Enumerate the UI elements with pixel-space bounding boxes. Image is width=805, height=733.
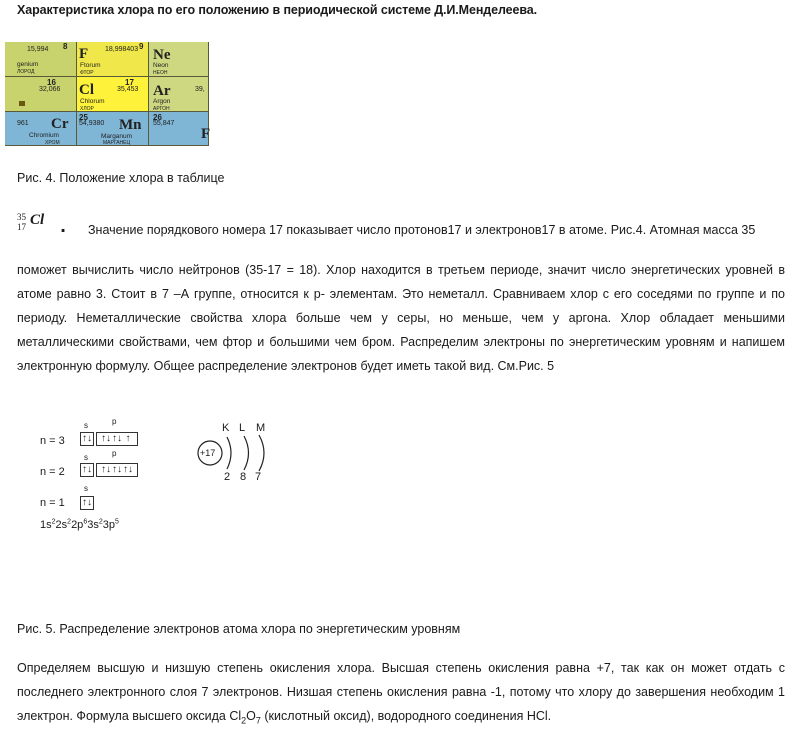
pt-name-ru: ЛОРОД xyxy=(17,69,35,75)
s-orbital-box xyxy=(80,463,94,477)
pt-number: 17 xyxy=(125,78,134,87)
config-term: $2s^2$ xyxy=(55,518,72,531)
pt-number: 25 xyxy=(79,113,88,122)
shell-count-k: 2 xyxy=(224,471,231,483)
electron-shell-diagram xyxy=(195,420,275,490)
pt-name-ru: ХЛОР xyxy=(80,106,94,112)
pt-symbol: Ne xyxy=(153,47,171,63)
shell-arc-l xyxy=(244,436,249,470)
electron-single: ↑ xyxy=(125,433,131,444)
shell-label-l: L xyxy=(239,422,246,434)
pt-name-ru: НЕОН xyxy=(153,70,168,76)
pt-symbol-fragment xyxy=(19,101,25,106)
electron-configuration xyxy=(40,518,119,531)
shell-count-m: 7 xyxy=(255,471,262,483)
element-symbol: Cl xyxy=(30,212,45,228)
shell-label-k: K xyxy=(222,422,230,434)
pt-symbol: Cl xyxy=(79,82,94,98)
paragraph-1-first-line xyxy=(88,218,785,242)
pt-mass: 18,998403 xyxy=(105,46,139,53)
s-orbital-box xyxy=(80,432,94,446)
pt-mass: 55,847 xyxy=(153,120,175,127)
pt-cell-fluorine xyxy=(77,42,149,77)
nucleus-charge: +17 xyxy=(200,448,216,458)
pt-name-ru: МАРГАНЕЦ xyxy=(103,140,131,146)
shell-arc-m xyxy=(259,435,264,471)
pt-mass: 39, xyxy=(195,86,205,93)
pt-name: Argon xyxy=(153,98,171,105)
paragraph-1 xyxy=(17,258,785,378)
pt-mass: 15,994 xyxy=(27,46,49,53)
pt-number: 8 xyxy=(63,42,68,51)
paragraph-text: Значение порядкового номера 17 показывает число протонов17 и электронов17 в атоме. Рис.4. Атомная масса 35 xyxy=(88,223,756,237)
paragraph-text: Определяем высшую и низшую степень окисления хлора. Высшая степень окисления равна +7, так как он может отдать с последнего электронного слоя 7 электронов. Низшая степень окисления равна -1, потому что хлору до завершения необходим 1 электрон. Формула высшего оксида $Cl_2O_7$ (кислотный оксид), водородного соединения HCl. xyxy=(17,661,785,726)
pt-cell-manganese xyxy=(77,112,149,146)
level-label: n = 3 xyxy=(40,435,65,447)
paragraph-text: поможет вычислить число нейтронов (35-17 = 18). Хлор находится в третьем периоде, значит число энергетических уровней в атоме равно 3. Стоит в 7 –А группе, относится к р- элементам. Это неметалл. Сравниваем хлор с его соседями по группе и по периоду. Неметаллические свойства хлора больше чем у серы, но меньше, чем у аргона. Хлор обладает меньшими металлическими свойствами, чем фтор и большими чем бром. Распределим электроны по энергетическим уровням и напишем электронную формулу. Общее распределение электронов будет иметь такой вид. См.Рис. 5 xyxy=(17,263,785,373)
pt-name: Chlorum xyxy=(80,98,105,105)
figure-5-caption: Рис. 5. Распределение электронов атома хлора по энергетическим уровням xyxy=(17,622,461,636)
p-orbital-box xyxy=(96,432,138,446)
electron-pair: ↑↓ xyxy=(112,464,122,475)
level-label: n = 2 xyxy=(40,466,65,478)
periodic-table-fragment xyxy=(17,42,211,146)
pt-name: Marganum xyxy=(101,133,133,140)
electron-pair: ↑↓ xyxy=(101,433,111,444)
atomic-number: 17 xyxy=(17,222,26,232)
pt-cell-sulfur xyxy=(5,77,77,112)
s-sublevel-label: s xyxy=(84,453,88,462)
paragraph-2 xyxy=(17,656,785,733)
pt-number: 16 xyxy=(47,78,56,87)
p-sublevel-label: p xyxy=(112,449,117,458)
pt-name: genium xyxy=(17,61,39,68)
s-sublevel-label: s xyxy=(84,421,88,430)
orbital-diagram xyxy=(20,410,180,540)
pt-name: Ftorum xyxy=(80,62,101,69)
level-label: n = 1 xyxy=(40,497,65,509)
pt-cell-neon xyxy=(149,42,209,77)
electron-pair: ↑↓ xyxy=(123,464,133,475)
pt-number: 26 xyxy=(153,113,162,122)
pt-symbol: Mn xyxy=(119,117,142,133)
pt-cell-iron xyxy=(149,112,209,146)
electron-pair: ↑↓ xyxy=(82,433,92,444)
pt-mass: 32,066 xyxy=(39,86,61,93)
pt-number: 9 xyxy=(139,42,144,51)
p-orbital-box xyxy=(96,463,138,477)
shell-arc-k xyxy=(227,437,231,469)
pt-cell-argon xyxy=(149,77,209,112)
pt-name-ru: АРГОН xyxy=(153,106,170,112)
config-term: $3p^5$ xyxy=(102,518,119,531)
s-sublevel-label: s xyxy=(84,484,88,493)
pt-symbol: F xyxy=(201,126,211,142)
pt-cell-chlorine xyxy=(77,77,149,112)
pt-symbol: F xyxy=(79,46,89,62)
shell-label-m: M xyxy=(256,422,266,434)
electron-pair: ↑↓ xyxy=(82,464,92,475)
pt-cell-oxygen xyxy=(5,42,77,77)
mass-number: 35 xyxy=(17,212,26,222)
electron-pair: ↑↓ xyxy=(112,433,122,444)
config-term: $3s^2$ xyxy=(87,518,103,531)
pt-mass: 54,9380 xyxy=(79,120,105,127)
pt-cell-chromium xyxy=(5,112,77,146)
config-term: $2p^6$ xyxy=(71,518,88,531)
config-term: $1s^2$ xyxy=(40,518,56,531)
pt-symbol: Cr xyxy=(51,116,69,132)
electron-pair: ↑↓ xyxy=(101,464,111,475)
shell-count-l: 8 xyxy=(240,471,247,483)
nuclide-period: . xyxy=(60,217,67,236)
figure-4-caption: Рис. 4. Положение хлора в таблице xyxy=(17,171,225,185)
page-title: Характеристика хлора по его положению в периодической системе Д.И.Менделеева. xyxy=(17,3,537,17)
pt-name: Neon xyxy=(153,62,169,69)
s-orbital-box xyxy=(80,496,94,510)
pt-mass: 961 xyxy=(17,120,29,127)
pt-name-ru: ХРОМ xyxy=(45,140,60,146)
electron-pair: ↑↓ xyxy=(82,497,92,508)
pt-name-ru: ФТОР xyxy=(80,70,94,76)
pt-mass: 35,453 xyxy=(117,86,139,93)
pt-symbol: Ar xyxy=(153,83,171,99)
pt-name: Chromium xyxy=(29,132,59,139)
p-sublevel-label: p xyxy=(112,417,117,426)
